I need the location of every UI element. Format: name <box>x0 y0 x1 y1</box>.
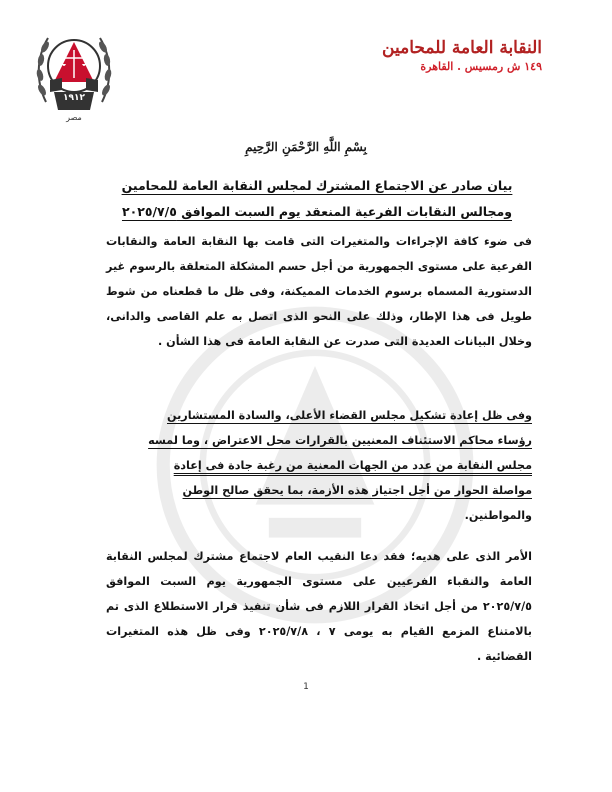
paragraph-2-line-2: رؤساء محاكم الاستئناف المعنيين بالقرارات محل الاعتراض ، وما لمسه <box>148 434 532 447</box>
logo-country: مصر <box>66 113 82 122</box>
organization-address: ١٤٩ ش رمسيس . القاهرة <box>420 60 542 73</box>
organization-name: النقابة العامة للمحامين <box>382 38 542 58</box>
logo-year: ١٩١٢ <box>63 93 85 103</box>
paragraph-2-line-1: وفى ظل إعادة تشكيل مجلس القضاء الأعلى، والسادة المستشارين <box>167 409 532 422</box>
letterhead <box>382 38 542 73</box>
paragraph-1: فى ضوء كافة الإجراءات والمتغيرات التى قامت بها النقابة العامة والنقابات الفرعية على مستوى الجمهورية من أجل حسم المشكلة المتعلقة بالرسوم غير الدستورية المسماه برسوم الخدمات المميكنة، وفى ظل ما قطعناه من شوط طويل فى هذا الإطار، وذلك على النحو الذى اتصل به علم القاصى والدانى، وخلال البيانات العديدة التى صدرت عن النقابة العامة فى هذا الشأن . <box>106 235 532 348</box>
paragraph-3: الأمر الذى على هديه؛ فقد دعا النقيب العام لاجتماع مشترك لمجلس النقابة العامة والنقباء الفرعيين على مستوى الجمهورية يوم السبت الموافق ٢٠٢٥/٧/٥ من أجل اتخاذ القرار اللازم فى شأن تنفيذ قرار الاستطلاع الذى تم بالامتناع المزمع القيام به يومى ٧ ، ٢٠٢٥/٧/٨ وفى ظل هذه المتغيرات القضائية . <box>106 550 532 663</box>
paragraph-2-line-4: مواصلة الحوار من أجل اجتياز هذه الأزمة، بما يحقق صالح الوطن <box>182 484 532 497</box>
title-line-1: بيان صادر عن الاجتماع المشترك لمجلس النقابة العامة للمحامين <box>121 178 513 193</box>
statement-title <box>120 173 514 225</box>
paragraph-2-line-5: والمواطنين. <box>464 509 532 522</box>
paragraph-2 <box>106 403 532 528</box>
page-number: 1 <box>303 682 309 692</box>
paragraph-2-line-3: مجلس النقابة من عدد من الجهات المعنية من رغبة جادة فى إعادة <box>173 459 532 472</box>
basmala: بِسْمِ اللَّهِ الرَّحْمَنِ الرَّحِيمِ <box>245 140 367 154</box>
title-line-2: ومجالس النقابات الفرعية المنعقد يوم السبت الموافق ٢٠٢٥/٧/٥ <box>121 204 513 219</box>
